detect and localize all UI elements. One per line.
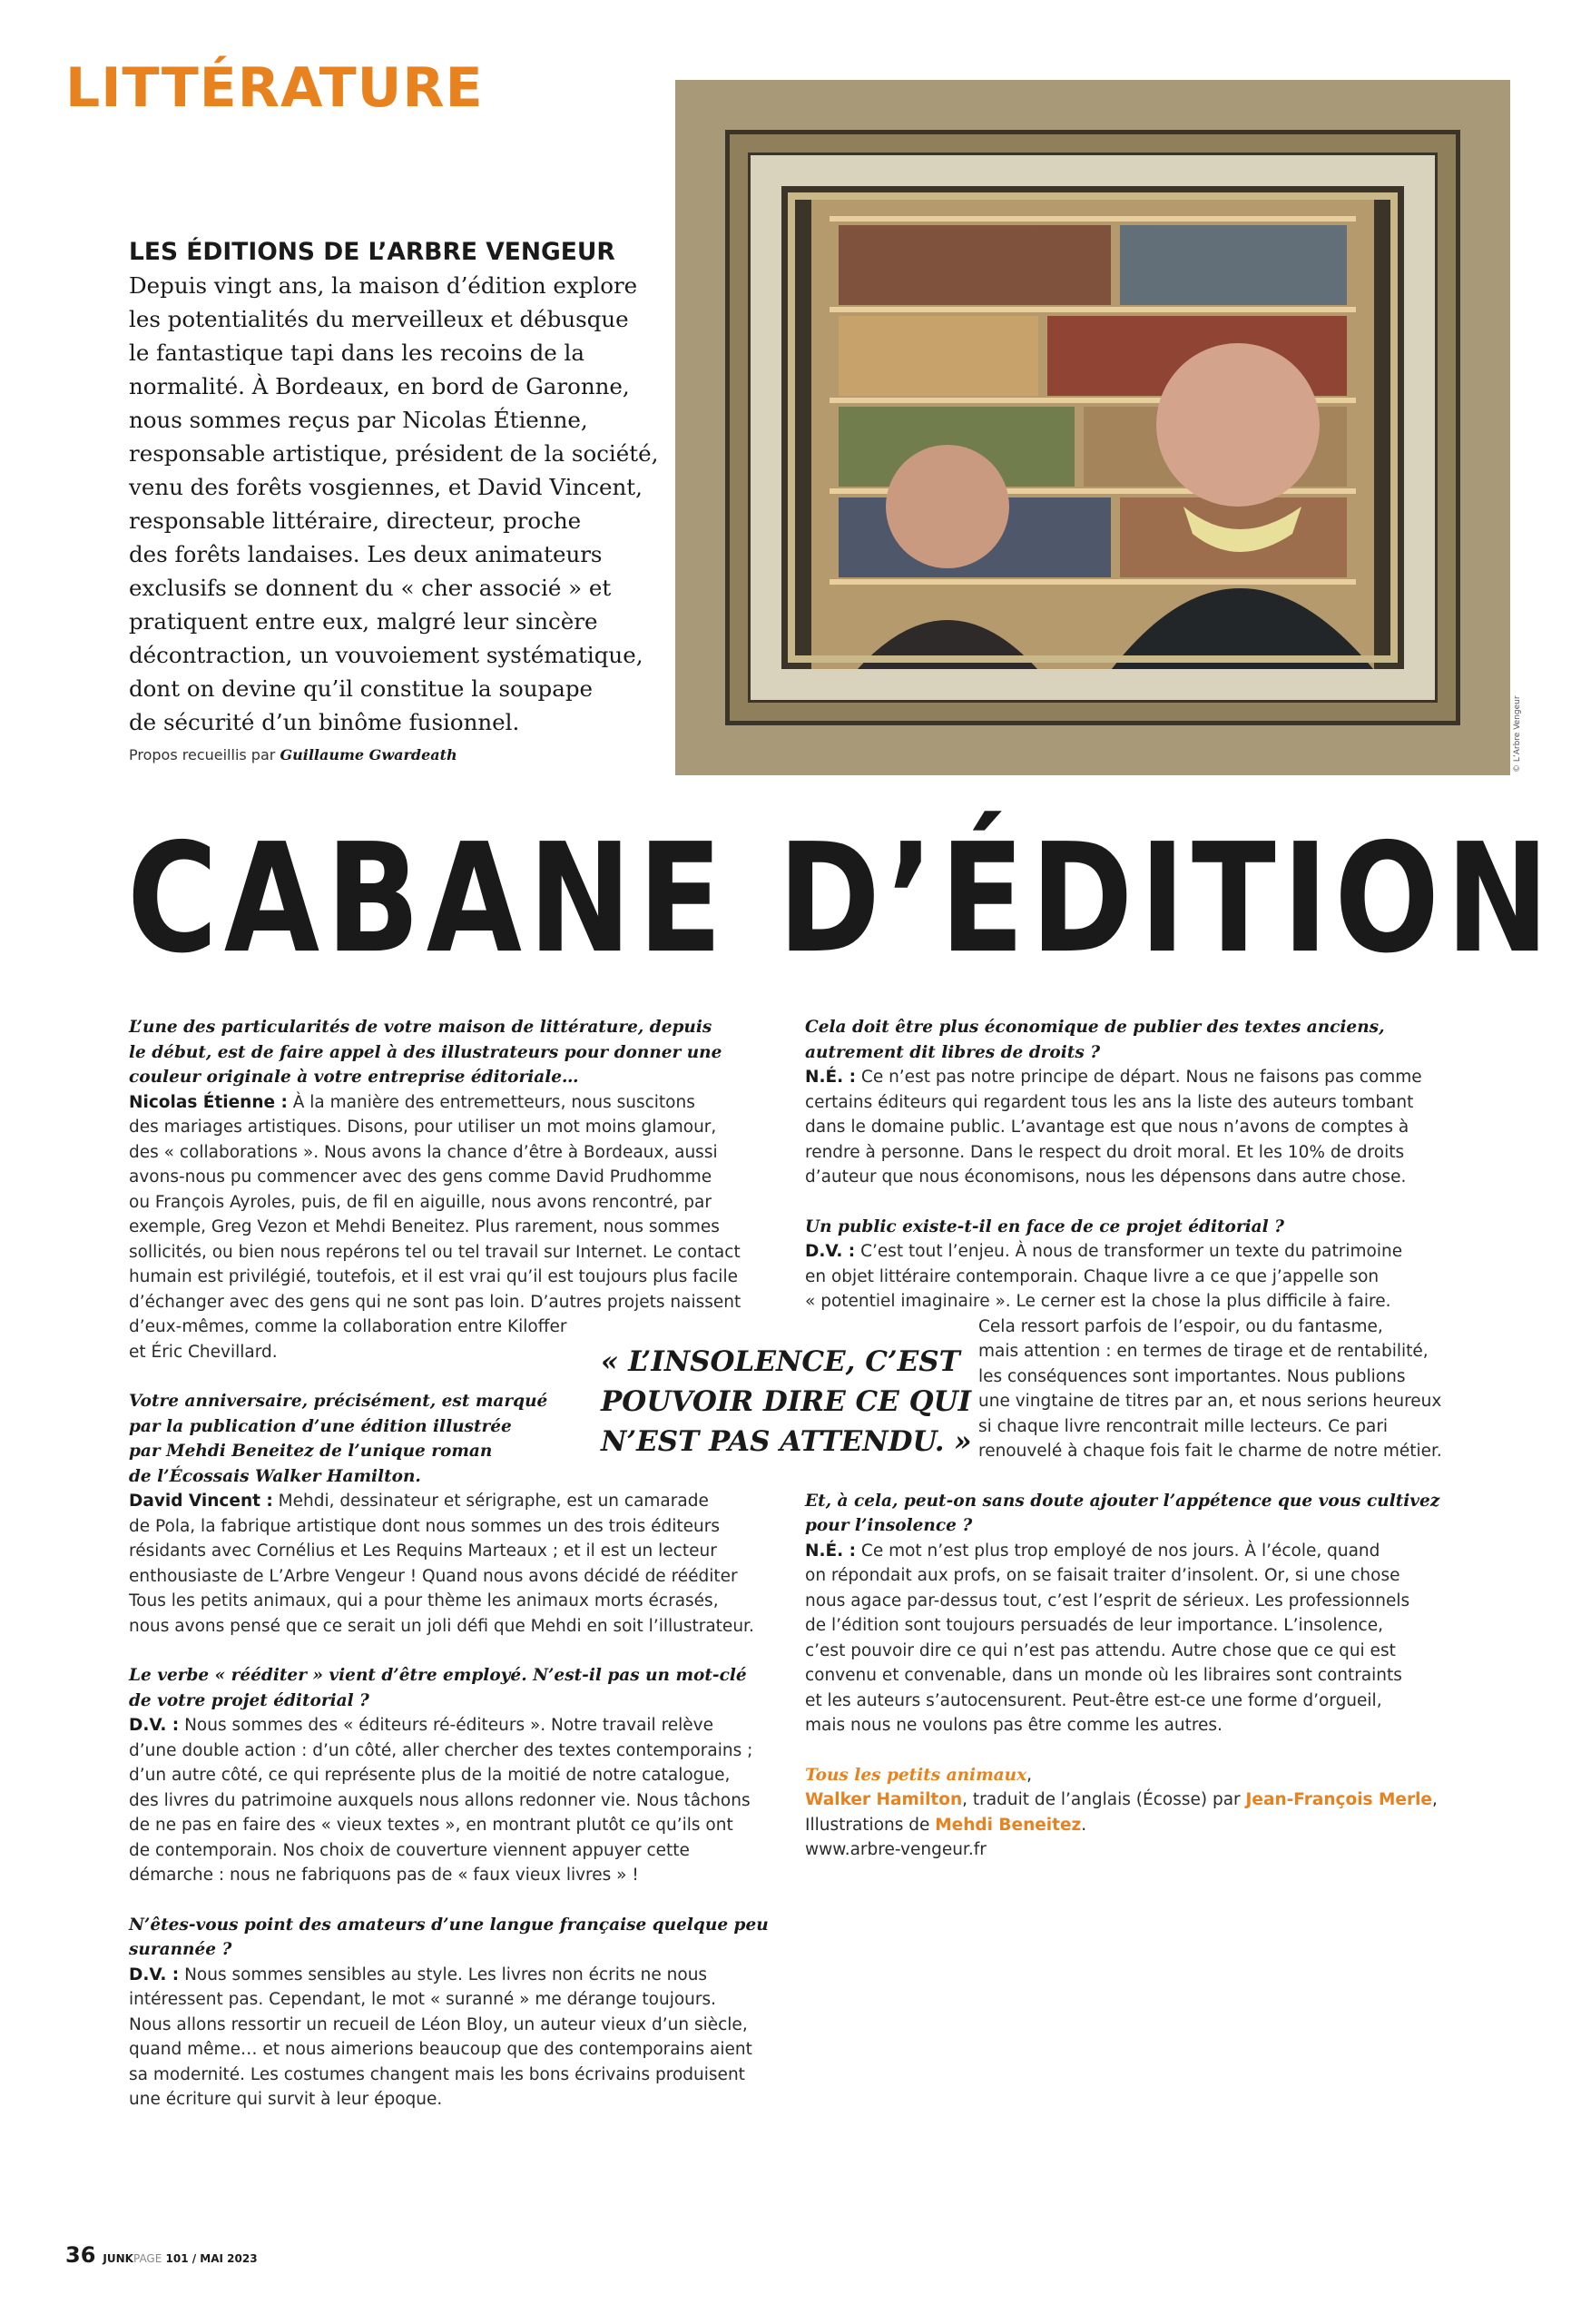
- answer-line: [129, 1713, 782, 1738]
- intro-line: nous sommes reçus par Nicolas Étienne,: [129, 406, 588, 433]
- book-author-line: [805, 1787, 1458, 1813]
- answer-line: renouvelé à chaque fois fait le charme de notre métier.: [978, 1442, 1442, 1461]
- question-line: par Mehdi Beneitez de l’unique roman: [129, 1442, 493, 1461]
- answer-line: démarche : nous ne fabriquons pas de « faux vieux livres » !: [129, 1866, 639, 1885]
- book-author: Walker Hamilton: [805, 1790, 963, 1809]
- answer-text: C’est tout l’enjeu. À nous de transformer un texte du patrimoine: [855, 1242, 1403, 1261]
- answer-line: rendre à personne. Dans le respect du droit moral. Et les 10% de droits: [805, 1142, 1405, 1162]
- credit-prefix: Propos recueillis par: [129, 745, 276, 763]
- paragraph-gap: [805, 1738, 1458, 1763]
- paragraph-gap: [805, 1464, 1458, 1489]
- question-line: Un public existe-t-il en face de ce projet éditorial ?: [805, 1216, 1284, 1236]
- magazine-issue: JUNKPAGE 101 / MAI 2023: [103, 2252, 258, 2265]
- illustration-suffix: .: [1081, 1815, 1087, 1835]
- paragraph-gap: [129, 1639, 782, 1663]
- answer-line: on répondait aux profs, on se faisait traiter d’insolent. Or, si une chose: [805, 1566, 1400, 1585]
- question-line: Cela doit être plus économique de publier des textes anciens,: [805, 1018, 1385, 1037]
- paragraph-gap: [129, 1888, 782, 1913]
- answer-line: [129, 1090, 782, 1116]
- intro-line: responsable littéraire, directeur, proche: [129, 507, 582, 534]
- answer-line: [805, 1065, 1458, 1090]
- intro-line: les potentialités du merveilleux et débusque: [129, 305, 629, 332]
- pull-quote: [601, 1342, 972, 1462]
- intro-text: [129, 269, 659, 739]
- answer-line: d’auteur que nous économisons, nous les dépensons dans autre chose.: [805, 1167, 1407, 1187]
- answer-line: d’eux-mêmes, comme la collaboration entre Kiloffer: [129, 1317, 567, 1336]
- answer-line: [805, 1239, 1458, 1265]
- section-label: LITTÉRATURE: [65, 56, 484, 120]
- headline: CABANE D’ÉDITION: [127, 812, 1556, 988]
- intro-line: venu des forêts vosgiennes, et David Vincent,: [129, 473, 643, 500]
- intro-title: LES ÉDITIONS DE L’ARBRE VENGEUR: [129, 238, 615, 266]
- book-title-line: [805, 1763, 1458, 1788]
- answer-line: mais attention : en termes de tirage et de rentabilité,: [978, 1342, 1429, 1361]
- intro-line: décontraction, un vouvoiement systématique,: [129, 641, 643, 668]
- answer-line: ou François Ayroles, puis, de fil en aiguille, nous avons rencontré, par: [129, 1192, 712, 1212]
- answer-text: Nous sommes sensibles au style. Les livres non écrits ne nous: [179, 1965, 708, 1984]
- answer-line: de l’édition sont toujours persuadés de leur importance. L’insolence,: [805, 1616, 1383, 1635]
- speaker-name: N.É. :: [805, 1541, 857, 1561]
- speaker-name: N.É. :: [805, 1068, 857, 1087]
- answer-line: d’un autre côté, ce qui représente plus de la moitié de notre catalogue,: [129, 1766, 731, 1785]
- answer-line: et Éric Chevillard.: [129, 1342, 278, 1362]
- answer-line: mais nous ne voulons pas être comme les autres.: [805, 1716, 1223, 1735]
- answer-line: de contemporain. Nos choix de couverture viennent appuyer cette: [129, 1840, 690, 1860]
- intro-line: de sécurité d’un binôme fusionnel.: [129, 708, 520, 735]
- pull-quote-line: N’EST PAS ATTENDU. »: [601, 1425, 972, 1458]
- speaker-name: Nicolas Étienne :: [129, 1092, 288, 1112]
- question-line: N’êtes-vous point des amateurs d’une langue française quelque peu: [129, 1915, 769, 1935]
- page-number: 36: [65, 2242, 96, 2268]
- answer-line: dans le domaine public. L’avantage est que nous n’avons de comptes à: [805, 1118, 1409, 1137]
- page-footer: [65, 2242, 258, 2268]
- intro-line: Depuis vingt ans, la maison d’édition explore: [129, 271, 638, 299]
- intro-line: le fantastique tapi dans les recoins de la: [129, 339, 584, 366]
- book-illustrator: Mehdi Beneitez: [935, 1815, 1082, 1835]
- speaker-name: D.V. :: [805, 1242, 856, 1261]
- answer-line: nous avons pensé que ce serait un joli défi que Mehdi en soit l’illustrateur.: [129, 1616, 754, 1636]
- paragraph-gap: [805, 1190, 1458, 1215]
- question-line: Votre anniversaire, précisément, est marqué: [129, 1392, 548, 1411]
- intro-line: des forêts landaises. Les deux animateurs: [129, 540, 603, 567]
- book-title: Tous les petits animaux: [805, 1765, 1027, 1785]
- answer-text: Mehdi, dessinateur et sérigraphe, est un camarade: [272, 1492, 709, 1511]
- question-line: L’une des particularités de votre maison de littérature, depuis: [129, 1018, 712, 1037]
- intro-line: normalité. À Bordeaux, en bord de Garonne,: [129, 372, 630, 399]
- pull-quote-line: « L’INSOLENCE, C’EST: [601, 1345, 960, 1378]
- answer-line: nous agace par-dessus tout, c’est l’esprit de sérieux. Les professionnels: [805, 1590, 1410, 1610]
- question-line: de votre projet éditorial ?: [129, 1690, 369, 1710]
- answer-text: Ce mot n’est plus trop employé de nos jours. À l’école, quand: [856, 1541, 1380, 1561]
- book-translator: Jean-François Merle: [1245, 1790, 1432, 1809]
- illustration-prefix: Illustrations de: [805, 1815, 936, 1835]
- question-line: de l’Écossais Walker Hamilton.: [129, 1466, 421, 1486]
- book-illustrator-line: [805, 1813, 1458, 1838]
- intro-line: dont on devine qu’il constitue la soupape: [129, 675, 594, 702]
- answer-line: une écriture qui survit à leur époque.: [129, 2090, 443, 2109]
- answer-line: résidants avec Cornélius et Les Requins Marteaux ; et il est un lecteur: [129, 1541, 717, 1561]
- answer-line: sa modernité. Les costumes changent mais les bons écrivains produisent: [129, 2064, 745, 2084]
- question-line: le début, est de faire appel à des illustrateurs pour donner une: [129, 1042, 722, 1062]
- answer-line: [805, 1539, 1458, 1564]
- answer-line: « potentiel imaginaire ». Le cerner est la chose la plus difficile à faire.: [805, 1292, 1391, 1311]
- answer-line: les conséquences sont importantes. Nous publions: [978, 1366, 1406, 1386]
- question-line: Et, à cela, peut-on sans doute ajouter l’appétence que vous cultivez: [805, 1491, 1440, 1511]
- answer-text: Ce n’est pas notre principe de départ. Nous ne faisons pas comme: [856, 1068, 1422, 1087]
- answer-line: sollicités, ou bien nous repérons tel ou tel travail sur Internet. Le contact: [129, 1242, 741, 1262]
- answer-text: À la manière des entremetteurs, nous suscitons: [287, 1092, 695, 1112]
- answer-line: d’échanger avec des gens qui ne sont pas loin. D’autres projets naissent: [129, 1292, 741, 1312]
- question-line: autrement dit libres de droits ?: [805, 1042, 1101, 1062]
- publisher-website: www.arbre-vengeur.fr: [805, 1840, 987, 1859]
- interview-credit: [129, 746, 655, 763]
- answer-line: d’une double action : d’un côté, aller chercher des textes contemporains ;: [129, 1740, 753, 1760]
- speaker-name: D.V. :: [129, 1716, 180, 1735]
- answer-line: [129, 1489, 782, 1514]
- answer-line: de Pola, la fabrique artistique dont nous sommes un des trois éditeurs: [129, 1516, 720, 1536]
- book-translation: , traduit de l’anglais (Écosse) par: [962, 1790, 1246, 1809]
- answer-line: intéressent pas. Cependant, le mot « suranné » me dérange toujours.: [129, 1990, 717, 2009]
- answer-line: et les auteurs s’autocensurent. Peut-être est-ce une forme d’orgueil,: [805, 1690, 1382, 1710]
- question-line: par la publication d’une édition illustrée: [129, 1416, 512, 1436]
- answer-line: exemple, Greg Vezon et Mehdi Beneitez. Plus rarement, nous sommes: [129, 1217, 720, 1236]
- editors-photo: [675, 80, 1510, 775]
- answer-line: quand même… et nous aimerions beaucoup que des contemporains aient: [129, 2040, 752, 2059]
- answer-line: des mariages artistiques. Disons, pour utiliser un mot moins glamour,: [129, 1118, 717, 1137]
- answer-line: Tous les petits animaux, qui a pour thème les animaux morts écrasés,: [129, 1591, 719, 1610]
- intro-line: exclusifs se donnent du « cher associé » et: [129, 574, 612, 601]
- answer-line: [129, 1963, 782, 1988]
- answer-line: en objet littéraire contemporain. Chaque livre a ce que j’appelle son: [805, 1266, 1380, 1286]
- pull-quote-line: POUVOIR DIRE CE QUI: [601, 1385, 972, 1418]
- question-line: pour l’insolence ?: [805, 1516, 973, 1535]
- question-line: Le verbe « rééditer » vient d’être employé. N’est-il pas un mot-clé: [129, 1666, 747, 1685]
- intro-block: [129, 238, 659, 763]
- answer-line: avons-nous pu commencer avec des gens comme David Prudhomme: [129, 1167, 712, 1187]
- answer-line: de ne pas en faire des « vieux textes », en montrant plutôt ce qu’ils ont: [129, 1816, 733, 1835]
- book-translator-suffix: ,: [1431, 1790, 1438, 1809]
- photo-credit: © L’Arbre Vengeur: [1513, 695, 1522, 773]
- answer-line: humain est privilégié, toutefois, et il est vrai qu’il est toujours plus facile: [129, 1267, 738, 1286]
- answer-line: Cela ressort parfois de l’espoir, ou du fantasme,: [978, 1316, 1383, 1336]
- answer-line: convenu et convenable, dans un monde où les libraires sont contraints: [805, 1666, 1402, 1685]
- answer-line: enthousiaste de L’Arbre Vengeur ! Quand nous avons décidé de rééditer: [129, 1566, 738, 1586]
- answer-line: des « collaborations ». Nous avons la chance d’être à Bordeaux, aussi: [129, 1142, 718, 1162]
- credit-author: Guillaume Gwardeath: [280, 745, 457, 763]
- intro-line: pratiquent entre eux, malgré leur sincère: [129, 607, 598, 635]
- answer-text: Nous sommes des « éditeurs ré-éditeurs ». Notre travail relève: [179, 1716, 713, 1735]
- intro-line: responsable artistique, président de la société,: [129, 439, 659, 467]
- left-column: [129, 1015, 782, 2112]
- book-title-suffix: ,: [1026, 1765, 1033, 1785]
- answer-line: si chaque livre rencontrait mille lecteurs. Ce pari: [978, 1416, 1389, 1436]
- speaker-name: D.V. :: [129, 1965, 180, 1984]
- answer-line: Nous allons ressortir un recueil de Léon Bloy, un auteur vieux d’un siècle,: [129, 2014, 748, 2034]
- answer-line: c’est pouvoir dire ce qui n’est pas attendu. Autre chose que ce qui est: [805, 1640, 1396, 1660]
- answer-line: des livres du patrimoine auxquels nous allons redonner vie. Nous tâchons: [129, 1790, 751, 1810]
- speaker-name: David Vincent :: [129, 1492, 273, 1511]
- question-line: couleur originale à votre entreprise éditoriale…: [129, 1068, 579, 1087]
- editors-photo-illustration: [675, 80, 1510, 775]
- answer-line: certains éditeurs qui regardent tous les ans la liste des auteurs tombant: [805, 1092, 1414, 1112]
- answer-line: une vingtaine de titres par an, et nous serions heureux: [978, 1392, 1442, 1411]
- question-line: surannée ?: [129, 1940, 232, 1959]
